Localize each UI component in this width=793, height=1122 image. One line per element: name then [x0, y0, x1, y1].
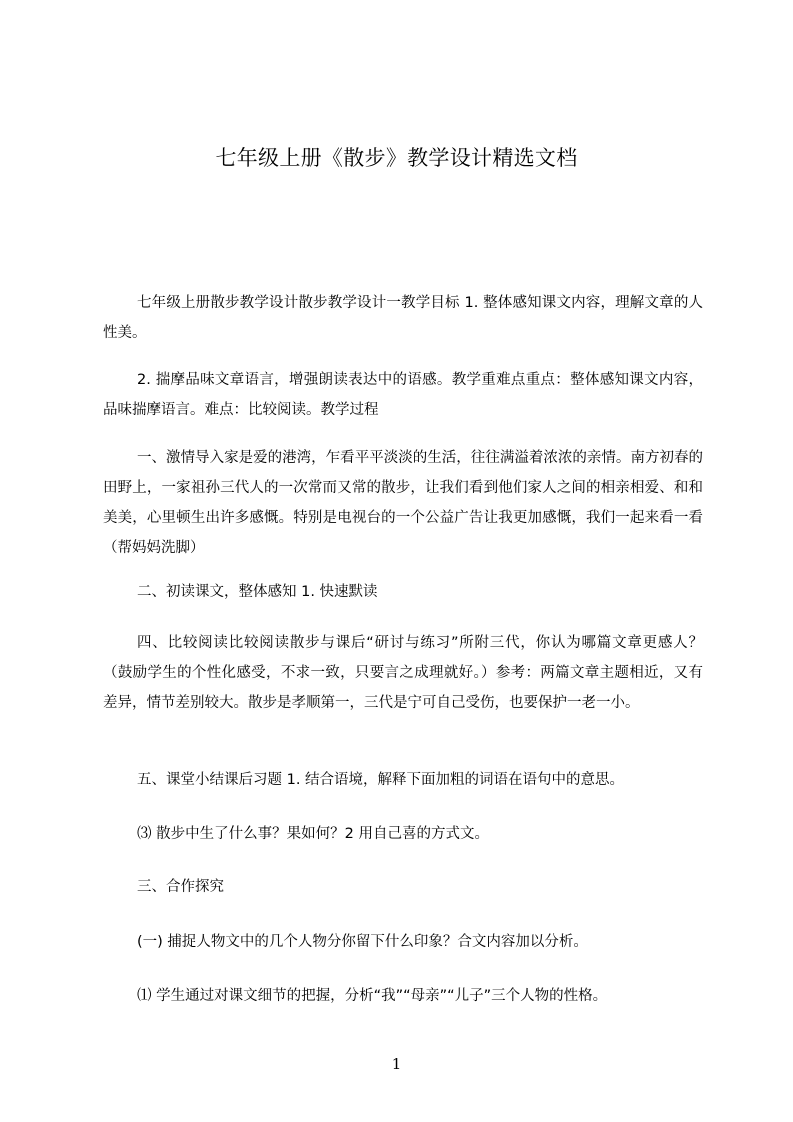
paragraph-3: 一、激情导入家是爱的港湾，乍看平平淡淡的生活，往往满溢着浓浓的亲情。南方初春的田野上，一家祖孙三代人的一次常而又常的散步，让我们看到他们家人之间的相亲相爱、和和美美，心里顿生出许多感慨。特别是电视台的一个公益广告让我更加感慨，我们一起来看一看（帮妈妈洗脚）: [103, 450, 703, 556]
page-number: 1: [391, 1055, 402, 1073]
paragraph-6: 五、课堂小结课后习题 1. 结合语境，解释下面加粗的词语在语句中的意思。: [137, 772, 625, 788]
paragraph-7: ⑶ 散步中生了什么事？果如何？2 用自己喜的方式文。: [137, 826, 489, 842]
document-title: 七年级上册《散步》教学设计精选文档: [215, 146, 578, 170]
paragraph-2: 2. 揣摩品味文章语言，增强朗读表达中的语感。教学重难点重点：整体感知课文内容，品味揣摩语言。难点：比较阅读。教学过程: [103, 372, 703, 418]
paragraph-8: 三、合作探究: [137, 879, 224, 895]
paragraph-9: (一) 捕捉人物文中的几个人物分你留下什么印象？合文内容加以分析。: [137, 934, 588, 950]
paragraph-10: ⑴ 学生通过对课文细节的把握，分析“我”“母亲”“儿子”三个人物的性格。: [137, 988, 608, 1004]
paragraph-1: 七年级上册散步教学设计散步教学设计一教学目标 1. 整体感知课文内容，理解文章的人性美。: [103, 295, 703, 341]
paragraph-4: 二、初读课文，整体感知 1. 快速默读: [137, 584, 378, 600]
paragraph-5: 四、比较阅读比较阅读散步与课后“研讨与练习”所附三代，你认为哪篇文章更感人？（鼓励学生的个性化感受，不求一致，只要言之成理就好。）参考：两篇文章主题相近，又有差异，情节差别较大。散步是孝顺第一，三代是宁可自己受伤，也要保护一老一小。: [103, 635, 703, 711]
